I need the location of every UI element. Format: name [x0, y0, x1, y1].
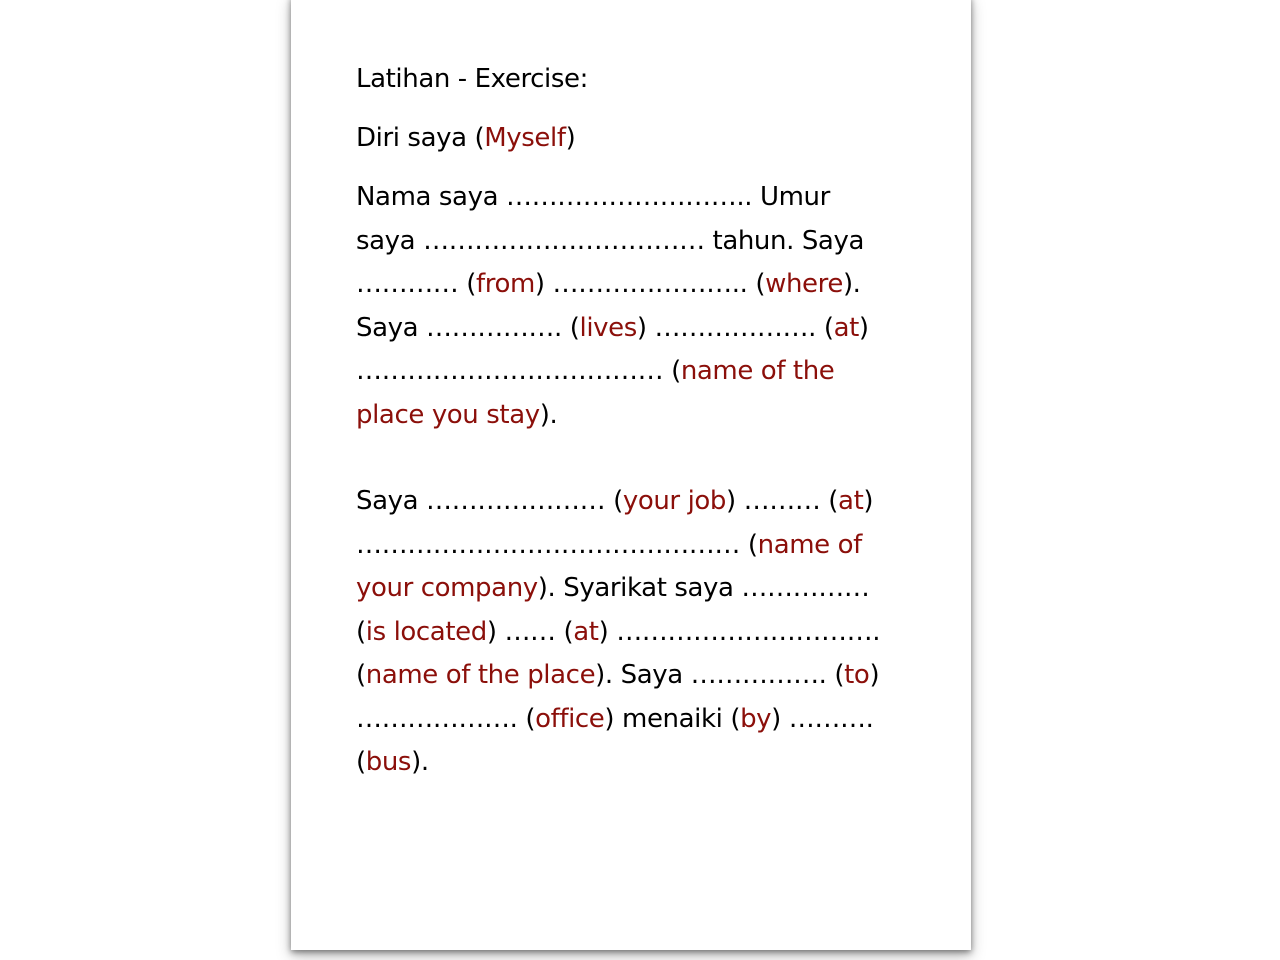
- english-hint: your job: [622, 486, 727, 516]
- english-hint: at: [838, 486, 864, 516]
- subtitle-text: Diri saya (: [356, 123, 485, 153]
- exercise-text: ) ……….: [771, 703, 874, 734]
- text-line: [356, 744, 916, 788]
- english-hint: place you stay: [356, 399, 540, 430]
- exercise-text: saya …………………………… tahun. Saya: [356, 225, 864, 256]
- english-hint: bus: [365, 747, 412, 777]
- exercise-text: ). Saya ……………. (: [595, 660, 845, 690]
- text-line: [356, 570, 916, 614]
- exercise-text: ).: [411, 747, 429, 777]
- exercise-text: ) …… (: [486, 616, 574, 647]
- english-hint: at: [833, 312, 859, 343]
- text-line: [356, 353, 916, 397]
- text-line: [356, 527, 916, 571]
- exercise-text: ) ………………………….: [598, 616, 881, 647]
- text-line: [356, 310, 916, 354]
- text-line: [356, 483, 916, 527]
- english-hint: name of the place: [365, 660, 596, 690]
- exercise-text: ………… (: [356, 269, 477, 299]
- exercise-text: (: [356, 616, 366, 647]
- english-hint: from: [476, 269, 535, 299]
- text-line: [356, 701, 916, 745]
- exercise-subtitle: [356, 122, 575, 154]
- english-hint: at: [573, 616, 599, 647]
- exercise-text: ). Syarikat saya ……………: [537, 573, 870, 603]
- exercise-text: Nama saya ……………………….. Umur: [356, 182, 830, 212]
- exercise-text: ) ………………….. (: [534, 269, 766, 299]
- text-line: [356, 266, 916, 310]
- english-hint: lives: [579, 312, 637, 343]
- english-hint: your company: [356, 573, 538, 603]
- subtitle-close: ): [565, 123, 576, 153]
- text-line: [356, 397, 916, 441]
- exercise-text: ……………………………………… (: [356, 529, 758, 560]
- exercise-text: ): [858, 312, 869, 343]
- exercise-text: ).: [842, 269, 861, 299]
- exercise-text: Saya ………………… (: [356, 486, 623, 516]
- exercise-text: (: [356, 660, 366, 690]
- english-hint: by: [740, 703, 772, 734]
- exercise-text: (: [356, 747, 366, 777]
- english-hint: to: [844, 660, 870, 690]
- exercise-title: Latihan - Exercise:: [356, 64, 588, 94]
- exercise-text: ) ……… (: [726, 486, 839, 516]
- text-line: [356, 657, 916, 701]
- exercise-text: ) ………………. (: [636, 312, 834, 343]
- text-line: [356, 223, 916, 267]
- exercise-text: Saya ……………. (: [356, 312, 580, 343]
- english-hint: name of the: [680, 356, 835, 386]
- exercise-text: ………………. (: [356, 703, 536, 734]
- english-hint: office: [535, 703, 605, 734]
- exercise-text: ) menaiki (: [604, 703, 741, 734]
- document-page: [291, 0, 971, 950]
- english-hint: name of: [757, 529, 862, 560]
- exercise-text: ): [869, 660, 880, 690]
- exercise-text: ……………………………… (: [356, 356, 681, 386]
- subtitle-highlight: Myself: [484, 123, 566, 153]
- exercise-text: ).: [539, 399, 558, 430]
- paragraph-myself: [356, 179, 916, 440]
- english-hint: where: [765, 269, 843, 299]
- english-hint: is located: [365, 616, 487, 647]
- text-line: [356, 179, 916, 223]
- exercise-text: ): [863, 486, 874, 516]
- paragraph-work: [356, 483, 916, 788]
- text-line: [356, 614, 916, 658]
